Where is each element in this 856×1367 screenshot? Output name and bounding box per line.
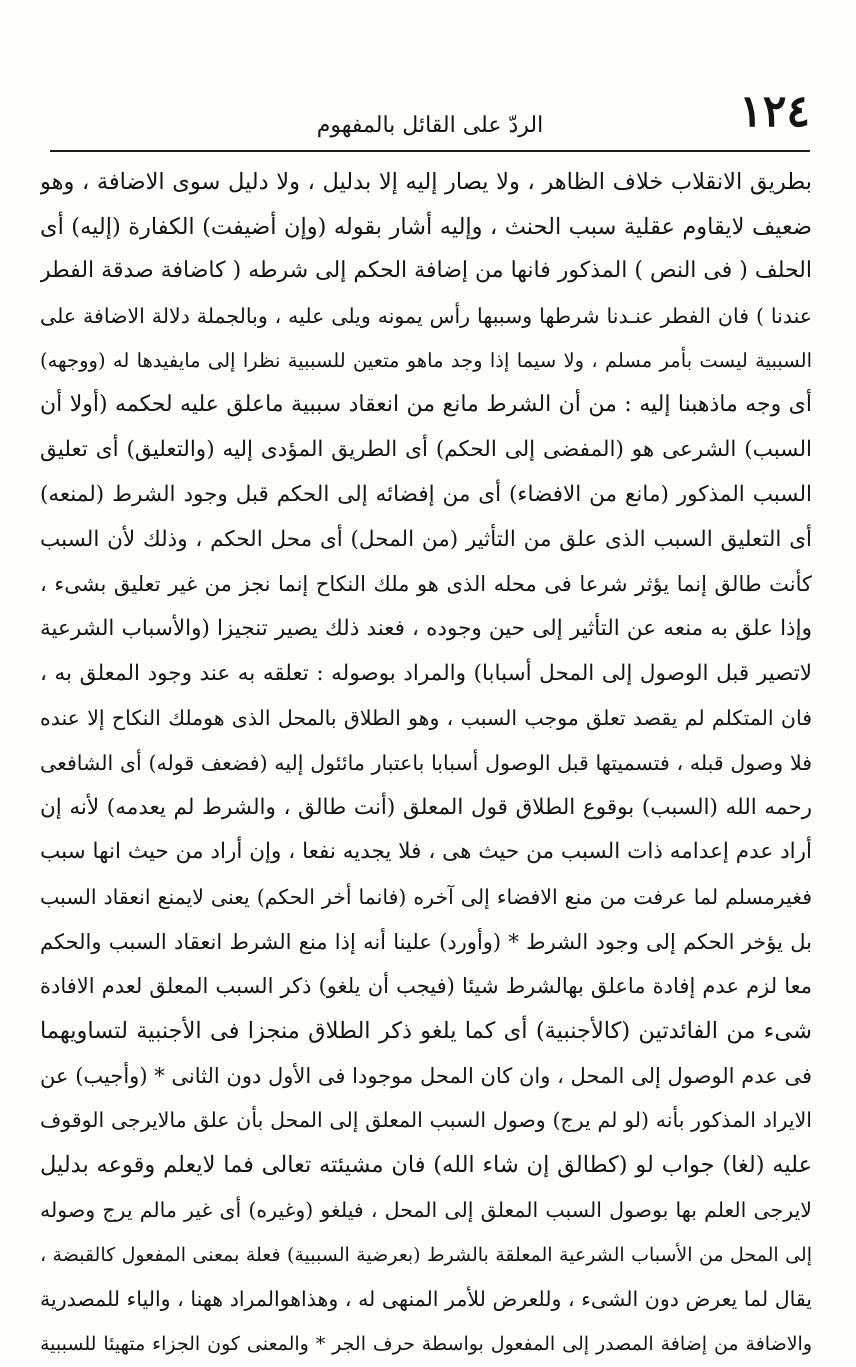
text-line: السبب المذكور (مانع من الافضاء) أى من إفضائه إلى الحكم قبل وجود الشرط (لمنعه) [40,481,812,507]
text-line: أى التعليق السبب الذى علق من التأثير (من المحل) أى محل الحكم ، وذلك لأن السبب [40,526,812,552]
text-line: والاضافة من إضافة المصدر إلى المفعول بواسطة حرف الجر * والمعنى كون الجزاء متهيئا للسببية [40,1332,812,1355]
text-line: فغيرمسلم لما عرفت من منع الافضاء إلى آخره (فانما أخر الحكم) يعنى لايمنع انعقاد السبب [40,885,812,909]
text-line: رحمه الله (السبب) بوقوع الطلاق قول المعلق (أنت طالق ، والشرط لم يعدمه) لأنه إن [40,794,812,820]
text-line: عليه (لغا) جواب لو (كطالق إن شاء الله) فان مشيئته تعالى فما لايعلم وقوعه بدليل [40,1152,812,1179]
header-rule [50,150,810,152]
text-line: الايراد المذكور بأنه (لو لم يرج) وصول السبب المعلق إلى المحل بأن علق مالايرجى الوقوف [40,1108,812,1133]
text-line: لاتصير قبل الوصول إلى المحل أسبابا) والمراد بوصوله : تعلقه به عند وجود المعلق به ، [40,660,812,686]
body-text [40,160,812,1367]
text-line: بل يؤخر الحكم إلى وجود الشرط * (وأورد) علينا أنه إذا منع الشرط انعقاد السبب والحكم [40,929,812,954]
text-line: إلى المحل من الأسباب الشرعية المعلقة بالشرط (بعرضية السببية) فعلة بمعنى المفعول كالقبضة ، [40,1243,812,1266]
text-line: عندنا ) فان الفطر عنـدنا شرطها وسببها رأس يمونه ويلى عليه ، وبالجملة دلالة الاضافة على [40,304,812,329]
text-line: وإذا علق به منعه عن التأثير إلى حين وجوده ، فعند ذلك يصير تنجيزا (والأسباب الشرعية [40,615,812,641]
text-line: يقال لما يعرض دون الشىء ، وللعرض للأمر المنهى له ، وهذاهوالمراد ههنا ، والياء للمصدرية [40,1287,812,1312]
page-number: ١٢٤ [739,86,810,137]
text-line: أراد عدم إعدامه ذات السبب من حيث هى ، فلا يجديه نفعا ، وإن أراد من حيث انها سبب [40,839,812,865]
text-line: فلا وصول قبله ، فتسميتها قبل الوصول أسبابا باعتبار مائئول إليه (فضعف قوله) أى الشافعى [40,750,812,775]
text-line: الحلف ( فى النص ) المذكور فانها من إضافة الحكم إلى شرطه ( كاضافة صدقة الفطر [40,258,812,284]
text-line: فى عدم الوصول إلى المحل ، وان كان المحل موجودا فى الأول دون الثانى * (وأجيب) عن [40,1063,812,1088]
text-line: لايرجى العلم بها بوصول السبب المعلق إلى المحل ، فيلغو (وغيره) أى غير مالم يرج وصوله [40,1197,812,1222]
text-line: ضعيف لايقاوم عقلية سبب الحنث ، وإليه أشار بقوله (وإن أضيفت) الكفارة (إليه) أى [40,213,812,240]
text-line: شىء من الفائدتين (كالأجنبية) أى كما يلغو ذكر الطلاق منجزا فى الأجنبية لتساويهما [40,1018,812,1045]
text-line: بطريق الانقلاب خلاف الظاهر ، ولا يصار إليه إلا بدليل ، ولا دليل سوى الاضافة ، وهو [40,169,812,195]
text-line: معا لزم عدم إفادة ماعلق بهالشرط شيئا (فيجب أن يلغو) ذكر السبب المعلق لعدم الافادة [40,974,812,999]
text-line: كأنت طالق إنما يؤثر شرعا فى محله الذى هو ملك النكاح إنما نجز من غير تعليق بشىء ، [40,572,812,597]
text-line: السبب) الشرعى هو (المفضى إلى الحكم) أى الطريق المؤدى إليه (والتعليق) أى تعليق [40,437,812,463]
text-line: السببية ليست بأمر مسلم ، ولا سيما إذا وجد ماهو متعين للسببية نظرا إلى مايفيدها له (ووجهه) [40,348,812,372]
page-header [50,80,810,148]
running-title: الردّ على القائل بالمفهوم [316,113,544,138]
text-line: أى وجه ماذهبنا إليه : من أن الشرط مانع من انعقاد سببية ماعلق عليه لحكمه (أولا أن [40,392,812,418]
text-line: فان المتكلم لم يقصد تعلق موجب السبب ، وهو الطلاق بالمحل الذى هوملك النكاح إلا عنده [40,706,812,731]
